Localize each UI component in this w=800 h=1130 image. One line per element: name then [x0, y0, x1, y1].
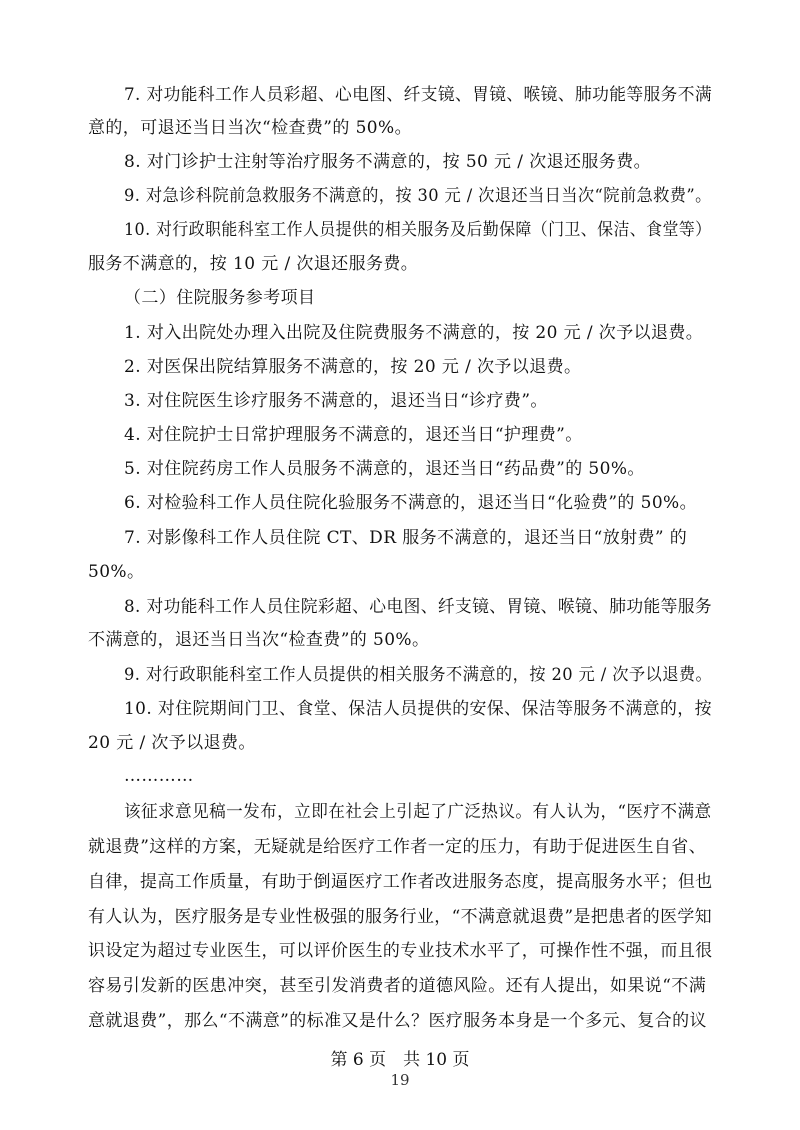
text-line: 3. 对住院医生诊疗服务不满意的，退还当日“诊疗费”。 — [124, 391, 548, 411]
text-line: 8. 对门诊护士注射等治疗服务不满意的，按 50 元 / 次退还服务费。 — [124, 152, 651, 172]
text-line: 4. 对住院护士日常护理服务不满意的，退还当日“护理费”。 — [124, 425, 583, 445]
text-line: 不满意的，退还当日当次“检查费”的 50%。 — [88, 630, 430, 650]
text-line: 5. 对住院药房工作人员服务不满意的，退还当日“药品费”的 50%。 — [124, 459, 645, 479]
section-heading: （二）住院服务参考项目 — [124, 288, 316, 308]
text-line: 20 元 / 次予以退费。 — [88, 733, 256, 753]
text-line: 容易引发新的医患冲突，甚至引发消费者的道德风险。还有人提出，如果说“不满 — [88, 976, 707, 996]
text-line: 意的，可退还当日当次“检查费”的 50%。 — [88, 118, 412, 138]
text-line: 该征求意见稿一发布，立即在社会上引起了广泛热议。有人认为，“医疗不满意 — [124, 802, 712, 822]
text-line: 服务不满意的，按 10 元 / 次退还服务费。 — [88, 254, 419, 274]
text-line: 1. 对入出院处办理入出院及住院费服务不满意的，按 20 元 / 次予以退费。 — [124, 323, 704, 343]
text-line: 2. 对医保出院结算服务不满意的，按 20 元 / 次予以退费。 — [124, 357, 582, 377]
text-line: 8. 对功能科工作人员住院彩超、心电图、纤支镜、胃镜、喉镜、肺功能等服务 — [124, 597, 713, 617]
text-line: 有人认为，医疗服务是专业性极强的服务行业，“不满意就退费”是把患者的医学知 — [88, 907, 713, 927]
text-line: 7. 对功能科工作人员彩超、心电图、纤支镜、胃镜、喉镜、肺功能等服务不满 — [124, 85, 713, 105]
text-line: 9. 对急诊科院前急救服务不满意的，按 30 元 / 次退还当日当次“院前急救费”。 — [124, 186, 712, 206]
text-line: 6. 对检验科工作人员住院化验服务不满意的，退还当日“化验费”的 50%。 — [124, 493, 697, 513]
text-line: 识设定为超过专业医生，可以评价医生的专业技术水平了，可操作性不强，而且很 — [88, 941, 713, 961]
text-line: 9. 对行政职能科室工作人员提供的相关服务不满意的，按 20 元 / 次予以退费。 — [124, 665, 713, 685]
ellipsis-line: ………… — [124, 766, 194, 786]
text-line: 10. 对住院期间门卫、食堂、保洁人员提供的安保、保洁等服务不满意的，按 — [124, 699, 712, 719]
text-line: 就退费”这样的方案，无疑就是给医疗工作者一定的压力，有助于促进医生自省、 — [88, 837, 707, 857]
text-line: 自律，提高工作质量，有助于倒逼医疗工作者改进服务态度，提高服务水平；但也 — [88, 872, 713, 892]
text-line: 意就退费”，那么“不满意”的标准又是什么？医疗服务本身是一个多元、复合的议 — [88, 1011, 707, 1031]
page-number: 第 6 页 共 10 页 — [330, 1050, 470, 1070]
text-line: 10. 对行政职能科室工作人员提供的相关服务及后勤保障（门卫、保洁、食堂等） — [124, 220, 712, 240]
text-line: 50%。 — [88, 562, 145, 582]
text-line: 7. 对影像科工作人员住院 CT、DR 服务不满意的，退还当日“放射费” 的 — [124, 528, 688, 548]
sheet-number: 19 — [390, 1071, 410, 1089]
